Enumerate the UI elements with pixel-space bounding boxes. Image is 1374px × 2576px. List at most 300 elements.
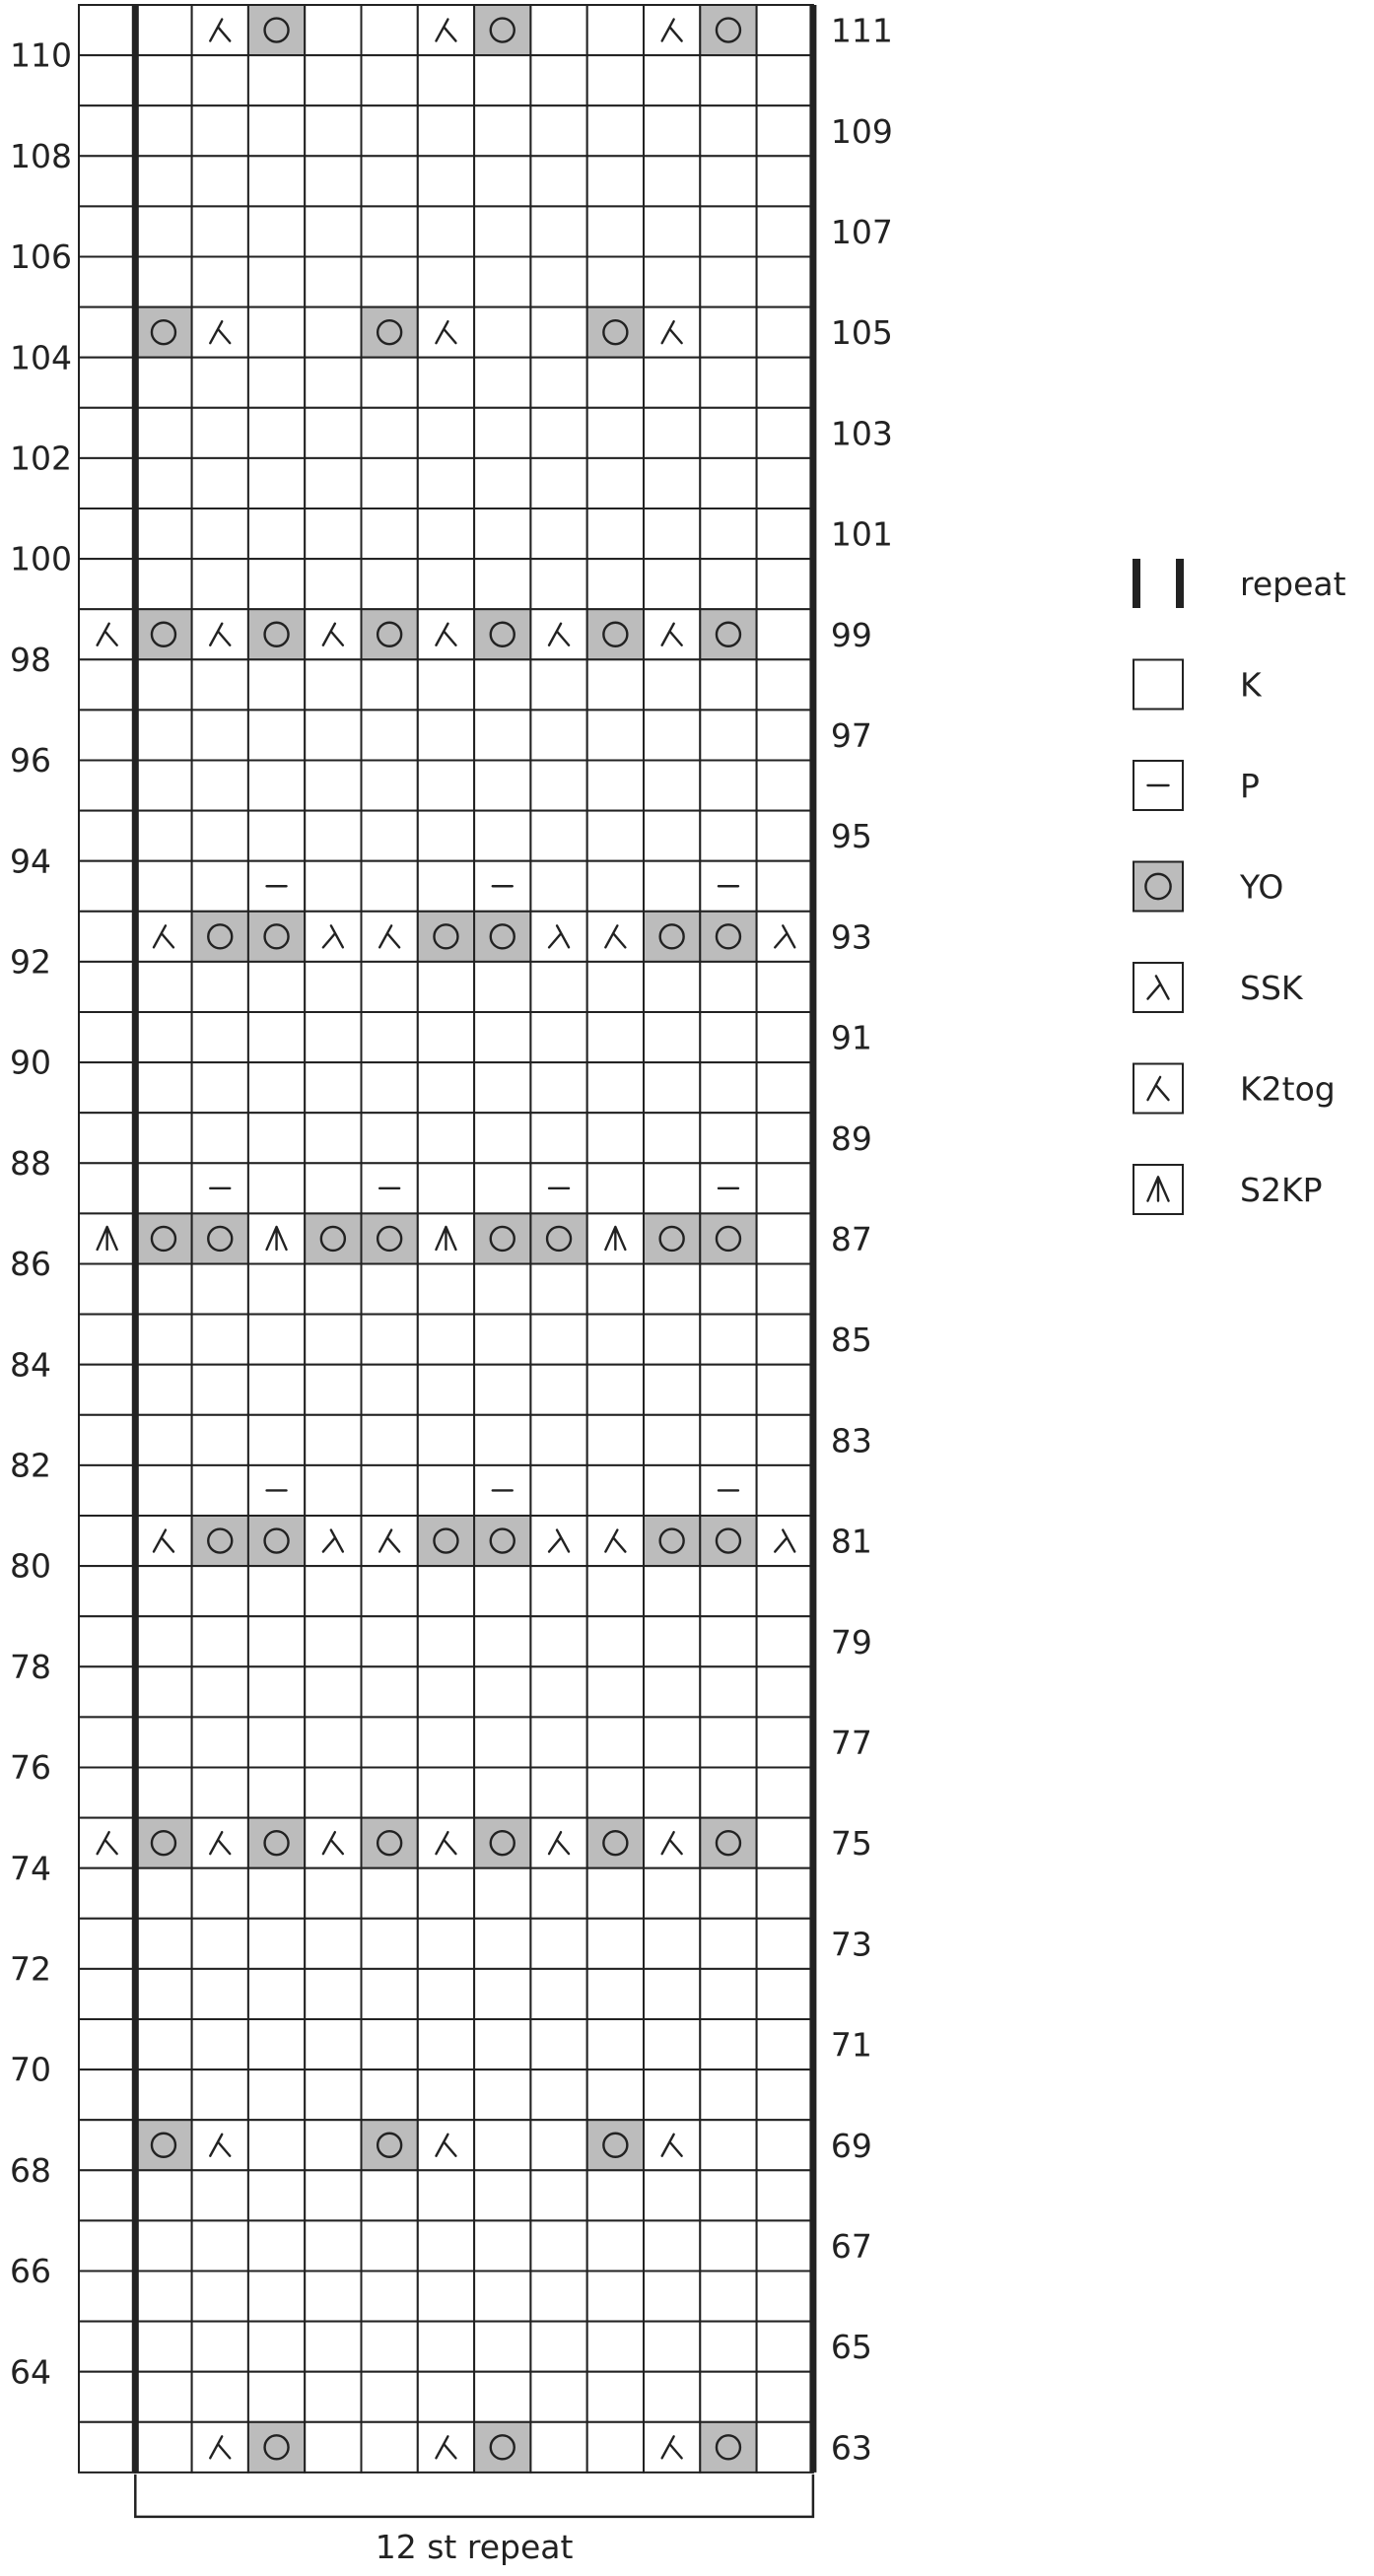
- stitch-knit: [192, 1365, 248, 1415]
- stitch-cell: [474, 1163, 530, 1213]
- stitch-knit: [305, 2069, 361, 2120]
- stitch-knit: [418, 811, 474, 861]
- stitch-knit: [530, 659, 586, 710]
- stitch-knit: [248, 1666, 305, 1717]
- stitch-cell: [757, 206, 813, 256]
- row-number-89: 89: [830, 1119, 872, 1158]
- stitch-cell: [418, 1465, 474, 1516]
- stitch-k2tog: [530, 609, 586, 659]
- stitch-cell: [587, 1315, 644, 1365]
- stitch-knit: [362, 1919, 418, 1969]
- stitch-knit: [644, 358, 700, 408]
- stitch-cell: [192, 206, 248, 256]
- stitch-cell: [192, 1415, 248, 1465]
- stitch-cell: [362, 1566, 418, 1616]
- stitch-cell: [700, 962, 756, 1012]
- stitch-cell: [248, 1012, 305, 1062]
- stitch-cell: [248, 1415, 305, 1465]
- stitch-cell: [757, 1264, 813, 1315]
- stitch-k2tog: [362, 912, 418, 962]
- stitch-cell: [700, 1566, 756, 1616]
- chart-row-84: [79, 1365, 813, 1415]
- stitch-knit: [530, 156, 586, 206]
- legend-label: S2KP: [1240, 1171, 1323, 1209]
- stitch-yo: [587, 1818, 644, 1868]
- stitch-cell: [192, 1868, 248, 1919]
- stitch-knit: [305, 2019, 361, 2069]
- row-number-73: 73: [830, 1925, 872, 1964]
- stitch-cell: [192, 1012, 248, 1062]
- stitch-cell: [362, 1717, 418, 1767]
- stitch-knit: [474, 257, 530, 307]
- stitch-cell: [192, 1919, 248, 1969]
- stitch-cell: [418, 559, 474, 609]
- stitch-knit: [757, 761, 813, 811]
- stitch-cell: [305, 2170, 361, 2220]
- stitch-knit: [192, 408, 248, 458]
- stitch-knit: [79, 1969, 135, 2019]
- stitch-cell: [587, 206, 644, 256]
- stitch-knit: [362, 105, 418, 156]
- stitch-cell: [248, 2170, 305, 2220]
- stitch-knit: [757, 2019, 813, 2069]
- stitch-purl: [700, 861, 756, 912]
- stitch-cell: [418, 1516, 474, 1566]
- stitch-knit: [757, 408, 813, 458]
- stitch-cell: [474, 458, 530, 508]
- stitch-knit: [757, 206, 813, 256]
- stitch-cell: [248, 1616, 305, 1666]
- stitch-cell: [474, 710, 530, 760]
- stitch-cell: [192, 156, 248, 206]
- stitch-cell: [587, 1012, 644, 1062]
- stitch-knit: [305, 861, 361, 912]
- stitch-yo: [644, 1213, 700, 1263]
- stitch-knit: [192, 559, 248, 609]
- stitch-k2tog: [418, 2120, 474, 2170]
- stitch-knit: [79, 811, 135, 861]
- stitch-cell: [474, 1012, 530, 1062]
- stitch-knit: [418, 2322, 474, 2372]
- stitch-cell: [305, 2372, 361, 2422]
- stitch-cell: [362, 559, 418, 609]
- stitch-cell: [474, 1264, 530, 1315]
- stitch-cell: [418, 912, 474, 962]
- stitch-knit: [474, 2372, 530, 2422]
- row-number-110: 110: [10, 35, 72, 75]
- stitch-knit: [305, 962, 361, 1012]
- stitch-cell: [700, 156, 756, 206]
- stitch-knit: [79, 1163, 135, 1213]
- stitch-yo: [135, 1213, 191, 1263]
- stitch-cell: [192, 1969, 248, 2019]
- stitch-knit: [305, 710, 361, 760]
- stitch-yo: [700, 609, 756, 659]
- stitch-cell: [418, 55, 474, 105]
- stitch-knit: [530, 2069, 586, 2120]
- row-number-84: 84: [10, 1345, 51, 1385]
- stitch-cell: [644, 1264, 700, 1315]
- stitch-knit: [305, 1365, 361, 1415]
- stitch-knit: [362, 1566, 418, 1616]
- stitch-knit: [248, 1315, 305, 1365]
- stitch-knit: [700, 1113, 756, 1163]
- stitch-knit: [530, 2271, 586, 2322]
- stitch-knit: [135, 458, 191, 508]
- stitch-knit: [305, 1969, 361, 2019]
- stitch-knit: [587, 1012, 644, 1062]
- stitch-yo: [192, 1516, 248, 1566]
- stitch-knit: [418, 206, 474, 256]
- stitch-knit: [474, 1717, 530, 1767]
- stitch-cell: [79, 2322, 135, 2372]
- stitch-knit: [530, 458, 586, 508]
- stitch-cell: [362, 962, 418, 1012]
- stitch-knit: [700, 559, 756, 609]
- stitch-cell: [587, 1868, 644, 1919]
- stitch-cell: [474, 257, 530, 307]
- stitch-knit: [192, 1717, 248, 1767]
- stitch-cell: [700, 508, 756, 559]
- stitch-knit: [644, 2220, 700, 2271]
- stitch-knit: [248, 307, 305, 358]
- stitch-knit: [474, 1315, 530, 1365]
- stitch-purl: [248, 1465, 305, 1516]
- row-number-96: 96: [10, 741, 51, 780]
- stitch-knit: [644, 962, 700, 1012]
- stitch-cell: [305, 358, 361, 408]
- chart-row-73: [79, 1919, 813, 1969]
- stitch-knit: [700, 2120, 756, 2170]
- stitch-cell: [305, 1868, 361, 1919]
- stitch-cell: [587, 811, 644, 861]
- stitch-knit: [79, 257, 135, 307]
- stitch-cell: [530, 559, 586, 609]
- stitch-knit: [79, 1062, 135, 1113]
- stitch-knit: [757, 1768, 813, 1818]
- stitch-knit: [248, 1919, 305, 1969]
- stitch-knit: [700, 2019, 756, 2069]
- stitch-cell: [135, 2322, 191, 2372]
- stitch-yo: [474, 2422, 530, 2473]
- stitch-knit: [418, 1969, 474, 2019]
- stitch-cell: [305, 1365, 361, 1415]
- stitch-knit: [418, 2220, 474, 2271]
- stitch-knit: [79, 105, 135, 156]
- stitch-cell: [135, 408, 191, 458]
- stitch-knit: [305, 1315, 361, 1365]
- stitch-cell: [700, 1113, 756, 1163]
- stitch-knit: [418, 1365, 474, 1415]
- row-number-72: 72: [10, 1949, 51, 1989]
- stitch-cell: [418, 458, 474, 508]
- stitch-knit: [474, 2019, 530, 2069]
- stitch-cell: [644, 2372, 700, 2422]
- row-number-103: 103: [830, 414, 893, 453]
- stitch-knit: [757, 307, 813, 358]
- stitch-knit: [135, 811, 191, 861]
- stitch-knit: [474, 710, 530, 760]
- stitch-cell: [700, 2120, 756, 2170]
- stitch-cell: [757, 1012, 813, 1062]
- stitch-knit: [135, 358, 191, 408]
- stitch-knit: [418, 1415, 474, 1465]
- stitch-cell: [587, 962, 644, 1012]
- stitch-cell: [530, 105, 586, 156]
- stitch-knit: [644, 1415, 700, 1465]
- stitch-cell: [530, 1666, 586, 1717]
- stitch-cell: [757, 307, 813, 358]
- stitch-cell: [305, 2069, 361, 2120]
- row-number-70: 70: [10, 2050, 51, 2089]
- stitch-yo: [474, 609, 530, 659]
- stitch-knit: [757, 1566, 813, 1616]
- stitch-knit: [587, 2422, 644, 2473]
- stitch-knit: [530, 257, 586, 307]
- stitch-yo: [192, 1213, 248, 1263]
- stitch-knit: [700, 1666, 756, 1717]
- stitch-knit: [362, 659, 418, 710]
- stitch-cell: [530, 2069, 586, 2120]
- stitch-k2tog: [192, 609, 248, 659]
- chart-row-96: [79, 761, 813, 811]
- stitch-cell: [248, 156, 305, 206]
- stitch-knit: [248, 1365, 305, 1415]
- stitch-cell: [362, 2271, 418, 2322]
- stitch-knit: [362, 55, 418, 105]
- stitch-cell: [700, 1062, 756, 1113]
- stitch-knit: [79, 1919, 135, 1969]
- stitch-cell: [700, 1969, 756, 2019]
- stitch-cell: [700, 710, 756, 760]
- stitch-knit: [474, 408, 530, 458]
- stitch-knit: [305, 1717, 361, 1767]
- stitch-knit: [135, 761, 191, 811]
- stitch-knit: [305, 1919, 361, 1969]
- stitch-cell: [248, 5, 305, 55]
- stitch-cell: [700, 1365, 756, 1415]
- stitch-knit: [587, 1666, 644, 1717]
- stitch-knit: [530, 2120, 586, 2170]
- stitch-cell: [135, 2422, 191, 2473]
- stitch-knit: [757, 2271, 813, 2322]
- stitch-knit: [305, 1666, 361, 1717]
- stitch-knit: [700, 710, 756, 760]
- row-number-93: 93: [830, 917, 872, 957]
- stitch-knit: [644, 1315, 700, 1365]
- stitch-cell: [474, 1768, 530, 1818]
- stitch-knit: [530, 1415, 586, 1465]
- stitch-s2kp: [248, 1213, 305, 1263]
- stitch-knit: [79, 1868, 135, 1919]
- stitch-cell: [644, 156, 700, 206]
- stitch-knit: [192, 1566, 248, 1616]
- stitch-knit: [418, 1768, 474, 1818]
- stitch-cell: [79, 206, 135, 256]
- stitch-knit: [135, 1163, 191, 1213]
- stitch-cell: [700, 912, 756, 962]
- stitch-knit: [757, 358, 813, 408]
- stitch-cell: [79, 559, 135, 609]
- stitch-cell: [757, 1163, 813, 1213]
- stitch-cell: [305, 861, 361, 912]
- stitch-knit: [362, 2372, 418, 2422]
- chart-row-99: [79, 609, 813, 659]
- stitch-cell: [757, 55, 813, 105]
- stitch-cell: [248, 358, 305, 408]
- stitch-yo: [362, 307, 418, 358]
- stitch-knit: [474, 1666, 530, 1717]
- stitch-cell: [192, 1717, 248, 1767]
- stitch-cell: [700, 2422, 756, 2473]
- stitch-knit: [362, 1415, 418, 1465]
- stitch-cell: [192, 559, 248, 609]
- stitch-yo: [700, 1213, 756, 1263]
- stitch-cell: [757, 408, 813, 458]
- stitch-knit: [305, 2422, 361, 2473]
- stitch-knit: [135, 2271, 191, 2322]
- stitch-knit: [192, 962, 248, 1012]
- stitch-yo: [135, 2120, 191, 2170]
- stitch-knit: [79, 1616, 135, 1666]
- stitch-cell: [700, 811, 756, 861]
- stitch-cell: [587, 609, 644, 659]
- stitch-knit: [644, 2019, 700, 2069]
- stitch-cell: [644, 105, 700, 156]
- stitch-cell: [135, 358, 191, 408]
- stitch-cell: [474, 1969, 530, 2019]
- stitch-knit: [644, 811, 700, 861]
- stitch-cell: [587, 2069, 644, 2120]
- row-number-87: 87: [830, 1219, 872, 1258]
- stitch-knit: [530, 1717, 586, 1767]
- stitch-cell: [474, 1415, 530, 1465]
- stitch-knit: [362, 1969, 418, 2019]
- stitch-cell: [135, 2120, 191, 2170]
- stitch-knit: [587, 861, 644, 912]
- stitch-knit: [418, 1717, 474, 1767]
- stitch-cell: [530, 2019, 586, 2069]
- stitch-knit: [248, 1163, 305, 1213]
- stitch-knit: [587, 1616, 644, 1666]
- stitch-cell: [757, 156, 813, 206]
- stitch-cell: [192, 2271, 248, 2322]
- stitch-knit: [192, 811, 248, 861]
- stitch-cell: [362, 2372, 418, 2422]
- stitch-knit: [474, 2271, 530, 2322]
- stitch-cell: [248, 55, 305, 105]
- stitch-cell: [474, 1113, 530, 1163]
- stitch-knit: [135, 105, 191, 156]
- row-number-79: 79: [830, 1622, 872, 1661]
- stitch-cell: [587, 2271, 644, 2322]
- stitch-knit: [248, 257, 305, 307]
- stitch-knit: [644, 1717, 700, 1767]
- stitch-knit: [248, 559, 305, 609]
- stitch-knit: [587, 2019, 644, 2069]
- stitch-knit: [757, 1666, 813, 1717]
- chart-row-78: [79, 1666, 813, 1717]
- stitch-cell: [757, 458, 813, 508]
- stitch-knit: [79, 2120, 135, 2170]
- stitch-knit: [418, 761, 474, 811]
- stitch-cell: [248, 1516, 305, 1566]
- stitch-cell: [757, 2120, 813, 2170]
- stitch-cell: [79, 307, 135, 358]
- legend-item-p: [1134, 761, 1260, 810]
- stitch-cell: [305, 1062, 361, 1113]
- stitch-cell: [362, 761, 418, 811]
- stitch-cell: [587, 1264, 644, 1315]
- stitch-knit: [79, 2422, 135, 2473]
- stitch-cell: [192, 2322, 248, 2372]
- stitch-knit: [474, 358, 530, 408]
- stitch-cell: [362, 1415, 418, 1465]
- stitch-knit: [700, 307, 756, 358]
- stitch-cell: [530, 761, 586, 811]
- stitch-knit: [530, 2322, 586, 2372]
- stitch-knit: [79, 1717, 135, 1767]
- stitch-cell: [362, 2322, 418, 2372]
- stitch-cell: [587, 105, 644, 156]
- stitch-cell: [248, 1868, 305, 1919]
- stitch-knit: [700, 458, 756, 508]
- stitch-knit: [474, 1919, 530, 1969]
- stitch-knit: [305, 1415, 361, 1465]
- legend-item-k2tog: [1134, 1064, 1336, 1114]
- stitch-knit: [757, 55, 813, 105]
- stitch-knit: [757, 1365, 813, 1415]
- stitch-cell: [305, 1919, 361, 1969]
- stitch-cell: [79, 1768, 135, 1818]
- stitch-cell: [79, 710, 135, 760]
- stitch-knit: [757, 962, 813, 1012]
- stitch-knit: [305, 811, 361, 861]
- stitch-cell: [135, 761, 191, 811]
- legend-label: SSK: [1240, 969, 1303, 1007]
- stitch-cell: [135, 1818, 191, 1868]
- stitch-yo: [700, 1516, 756, 1566]
- stitch-cell: [135, 1113, 191, 1163]
- stitch-knit: [135, 1919, 191, 1969]
- stitch-knit: [644, 1969, 700, 2019]
- chart-row-75: [79, 1818, 813, 1868]
- stitch-knit: [248, 2271, 305, 2322]
- stitch-cell: [305, 761, 361, 811]
- stitch-knit: [135, 2372, 191, 2422]
- stitch-knit: [248, 2019, 305, 2069]
- stitch-knit: [700, 1868, 756, 1919]
- stitch-cell: [362, 2170, 418, 2220]
- chart-row-70: [79, 2069, 813, 2120]
- stitch-knit: [757, 1264, 813, 1315]
- stitch-cell: [530, 358, 586, 408]
- stitch-k2tog: [305, 1818, 361, 1868]
- stitch-knit: [79, 1666, 135, 1717]
- stitch-ssk: [757, 912, 813, 962]
- stitch-knit: [587, 2372, 644, 2422]
- stitch-cell: [248, 962, 305, 1012]
- stitch-cell: [79, 1062, 135, 1113]
- stitch-knit: [530, 710, 586, 760]
- stitch-knit: [530, 1566, 586, 1616]
- stitch-knit: [700, 2372, 756, 2422]
- row-number-95: 95: [830, 817, 872, 856]
- stitch-knit: [192, 2271, 248, 2322]
- stitch-cell: [418, 1163, 474, 1213]
- stitch-knit: [700, 257, 756, 307]
- stitch-cell: [530, 659, 586, 710]
